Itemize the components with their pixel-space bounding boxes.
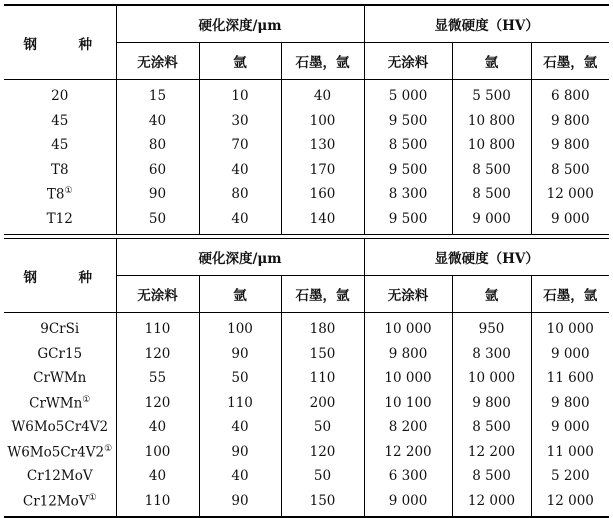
value-cell-h2: 9 000	[452, 207, 531, 235]
value-cell-d2: 80	[199, 182, 281, 207]
value-cell-d2: 90	[199, 342, 281, 367]
value-cell-h3: 11 600	[531, 366, 609, 391]
steel-grade: CrWMn	[29, 395, 83, 411]
value-cell-d2: 10	[199, 80, 281, 109]
steel-grade-cell	[4, 80, 116, 109]
footnote-mark: ①	[64, 186, 73, 196]
value-cell-h1: 9 800	[364, 342, 452, 367]
value-cell-h3: 9 800	[531, 391, 609, 416]
value-cell-h2: 8 500	[452, 158, 531, 183]
table-row	[4, 158, 609, 183]
value-cell-h3: 9 800	[531, 133, 609, 158]
table-row	[4, 80, 609, 109]
value-cell-h3: 9 000	[531, 342, 609, 367]
steel-grade: T12	[46, 210, 73, 227]
steel-grade-cell	[4, 366, 116, 391]
value-cell-h3: 12 000	[531, 489, 609, 518]
value-cell-h2: 9 800	[452, 391, 531, 416]
table2-subheader-2: 石墨，氩	[281, 276, 364, 313]
value-cell-d3: 160	[281, 182, 364, 207]
table-row	[4, 440, 609, 465]
value-cell-d3: 150	[281, 342, 364, 367]
value-cell-h2: 8 500	[452, 182, 531, 207]
value-cell-d2: 90	[199, 489, 281, 518]
table1-steel-header: 钢 种	[4, 5, 116, 80]
value-cell-h1: 9 500	[364, 109, 452, 134]
value-cell-d1: 40	[116, 464, 199, 489]
value-cell-h2: 10 800	[452, 133, 531, 158]
table2-steel-header: 钢 种	[4, 239, 116, 313]
table2-hardness-group-header: 显微硬度（HV）	[364, 239, 609, 276]
value-cell-d2: 100	[199, 313, 281, 342]
value-cell-d2: 70	[199, 133, 281, 158]
table-row	[4, 313, 609, 342]
table-row	[4, 366, 609, 391]
table2-subheader-3: 无涂料	[364, 276, 452, 313]
table1-depth-group-header: 硬化深度/μm	[116, 5, 364, 43]
table2-subheader-1: 氩	[199, 276, 281, 313]
steel-grade: CrWMn	[33, 370, 87, 387]
value-cell-d2: 90	[199, 440, 281, 465]
value-cell-h3: 9 000	[531, 415, 609, 440]
value-cell-h2: 10 000	[452, 366, 531, 391]
steel-grade: W6Mo5Cr4V2	[7, 444, 105, 460]
steel-grade-cell	[4, 133, 116, 158]
table1-subheader-4: 氩	[452, 43, 531, 80]
steel-grade-cell	[4, 440, 116, 465]
value-cell-h3: 9 800	[531, 109, 609, 134]
value-cell-d3: 130	[281, 133, 364, 158]
value-cell-d2: 40	[199, 158, 281, 183]
footnote-mark: ①	[82, 394, 91, 405]
table-row	[4, 109, 609, 134]
steel-grade: Cr12MoV	[26, 468, 93, 485]
value-cell-h3: 11 000	[531, 440, 609, 465]
steel-grade-cell	[4, 489, 116, 518]
value-cell-d3: 100	[281, 109, 364, 134]
table1-subheader-1: 氩	[199, 43, 281, 80]
steel-grade-cell	[4, 464, 116, 489]
value-cell-h1: 9 000	[364, 489, 452, 518]
steel-grade-cell	[4, 313, 116, 342]
value-cell-d3: 40	[281, 80, 364, 109]
footnote-mark: ①	[104, 443, 113, 454]
steel-grade-cell	[4, 391, 116, 416]
value-cell-h1: 8 500	[364, 133, 452, 158]
table2-depth-group-header: 硬化深度/μm	[116, 239, 364, 276]
value-cell-d1: 15	[116, 80, 199, 109]
table-row	[4, 489, 609, 518]
value-cell-d1: 110	[116, 313, 199, 342]
value-cell-d2: 50	[199, 366, 281, 391]
value-cell-d1: 60	[116, 158, 199, 183]
value-cell-d1: 110	[116, 489, 199, 518]
value-cell-d3: 110	[281, 366, 364, 391]
table-row	[4, 207, 609, 235]
steel-grade-cell	[4, 182, 116, 207]
steel-grade: T8	[50, 161, 69, 178]
value-cell-h3: 12 000	[531, 182, 609, 207]
value-cell-d1: 40	[116, 415, 199, 440]
steel-grade-cell	[4, 158, 116, 183]
steel-grade: T8	[46, 186, 65, 203]
value-cell-d3: 150	[281, 489, 364, 518]
value-cell-d1: 80	[116, 133, 199, 158]
value-cell-h2: 8 500	[452, 464, 531, 489]
table-row	[4, 342, 609, 367]
steel-grade: 45	[51, 137, 69, 154]
table1-subheader-0: 无涂料	[116, 43, 199, 80]
table2-header-row	[4, 239, 609, 276]
table-row	[4, 133, 609, 158]
value-cell-d2: 110	[199, 391, 281, 416]
value-cell-d2: 40	[199, 207, 281, 235]
value-cell-h1: 9 500	[364, 158, 452, 183]
table2-subheader-4: 氩	[452, 276, 531, 313]
value-cell-d1: 90	[116, 182, 199, 207]
value-cell-h2: 950	[452, 313, 531, 342]
value-cell-d3: 140	[281, 207, 364, 235]
steel-grade-cell	[4, 207, 116, 235]
table-row	[4, 391, 609, 416]
value-cell-d1: 100	[116, 440, 199, 465]
value-cell-d1: 120	[116, 342, 199, 367]
value-cell-h3: 9 000	[531, 207, 609, 235]
table-row	[4, 415, 609, 440]
value-cell-h1: 9 500	[364, 207, 452, 235]
value-cell-h1: 5 000	[364, 80, 452, 109]
value-cell-h2: 10 800	[452, 109, 531, 134]
table-row	[4, 464, 609, 489]
value-cell-d1: 40	[116, 109, 199, 134]
value-cell-d3: 120	[281, 440, 364, 465]
value-cell-h2: 8 500	[452, 415, 531, 440]
value-cell-h1: 10 000	[364, 313, 452, 342]
steel-grade: Cr12MoV	[22, 493, 89, 509]
table2-subheader-0: 无涂料	[116, 276, 199, 313]
value-cell-h1: 10 100	[364, 391, 452, 416]
steel-grade: GCr15	[37, 345, 83, 362]
steel-grade: 20	[51, 88, 69, 105]
table1-subheader-2: 石墨，氩	[281, 43, 364, 80]
table2-subheader-5: 石墨，氩	[531, 276, 609, 313]
value-cell-d3: 170	[281, 158, 364, 183]
value-cell-h2: 8 300	[452, 342, 531, 367]
table1-hardness-group-header: 显微硬度（HV）	[364, 5, 609, 43]
steel-grade-cell	[4, 109, 116, 134]
value-cell-h3: 5 200	[531, 464, 609, 489]
steel-grade: 9CrSi	[40, 321, 80, 338]
value-cell-h1: 8 300	[364, 182, 452, 207]
value-cell-h2: 12 000	[452, 489, 531, 518]
steel-grade: W6Mo5Cr4V2	[11, 419, 109, 436]
value-cell-h3: 8 500	[531, 158, 609, 183]
value-cell-d2: 40	[199, 415, 281, 440]
value-cell-d3: 50	[281, 464, 364, 489]
value-cell-d1: 50	[116, 207, 199, 235]
footnote-mark: ①	[88, 492, 97, 503]
steel-grade: 45	[51, 112, 69, 129]
value-cell-d1: 55	[116, 366, 199, 391]
value-cell-h1: 12 200	[364, 440, 452, 465]
hardening-table	[4, 4, 609, 518]
value-cell-h1: 8 200	[364, 415, 452, 440]
value-cell-d3: 200	[281, 391, 364, 416]
table-row	[4, 182, 609, 207]
value-cell-d3: 180	[281, 313, 364, 342]
table1-subheader-3: 无涂料	[364, 43, 452, 80]
value-cell-h2: 12 200	[452, 440, 531, 465]
table1-header-row	[4, 5, 609, 43]
value-cell-h1: 10 000	[364, 366, 452, 391]
value-cell-h1: 6 300	[364, 464, 452, 489]
value-cell-h2: 5 500	[452, 80, 531, 109]
value-cell-d1: 120	[116, 391, 199, 416]
value-cell-h3: 6 800	[531, 80, 609, 109]
value-cell-d2: 40	[199, 464, 281, 489]
steel-grade-cell	[4, 415, 116, 440]
table1-subheader-5: 石墨，氩	[531, 43, 609, 80]
value-cell-h3: 10 000	[531, 313, 609, 342]
value-cell-d3: 50	[281, 415, 364, 440]
steel-grade-cell	[4, 342, 116, 367]
value-cell-d2: 30	[199, 109, 281, 134]
